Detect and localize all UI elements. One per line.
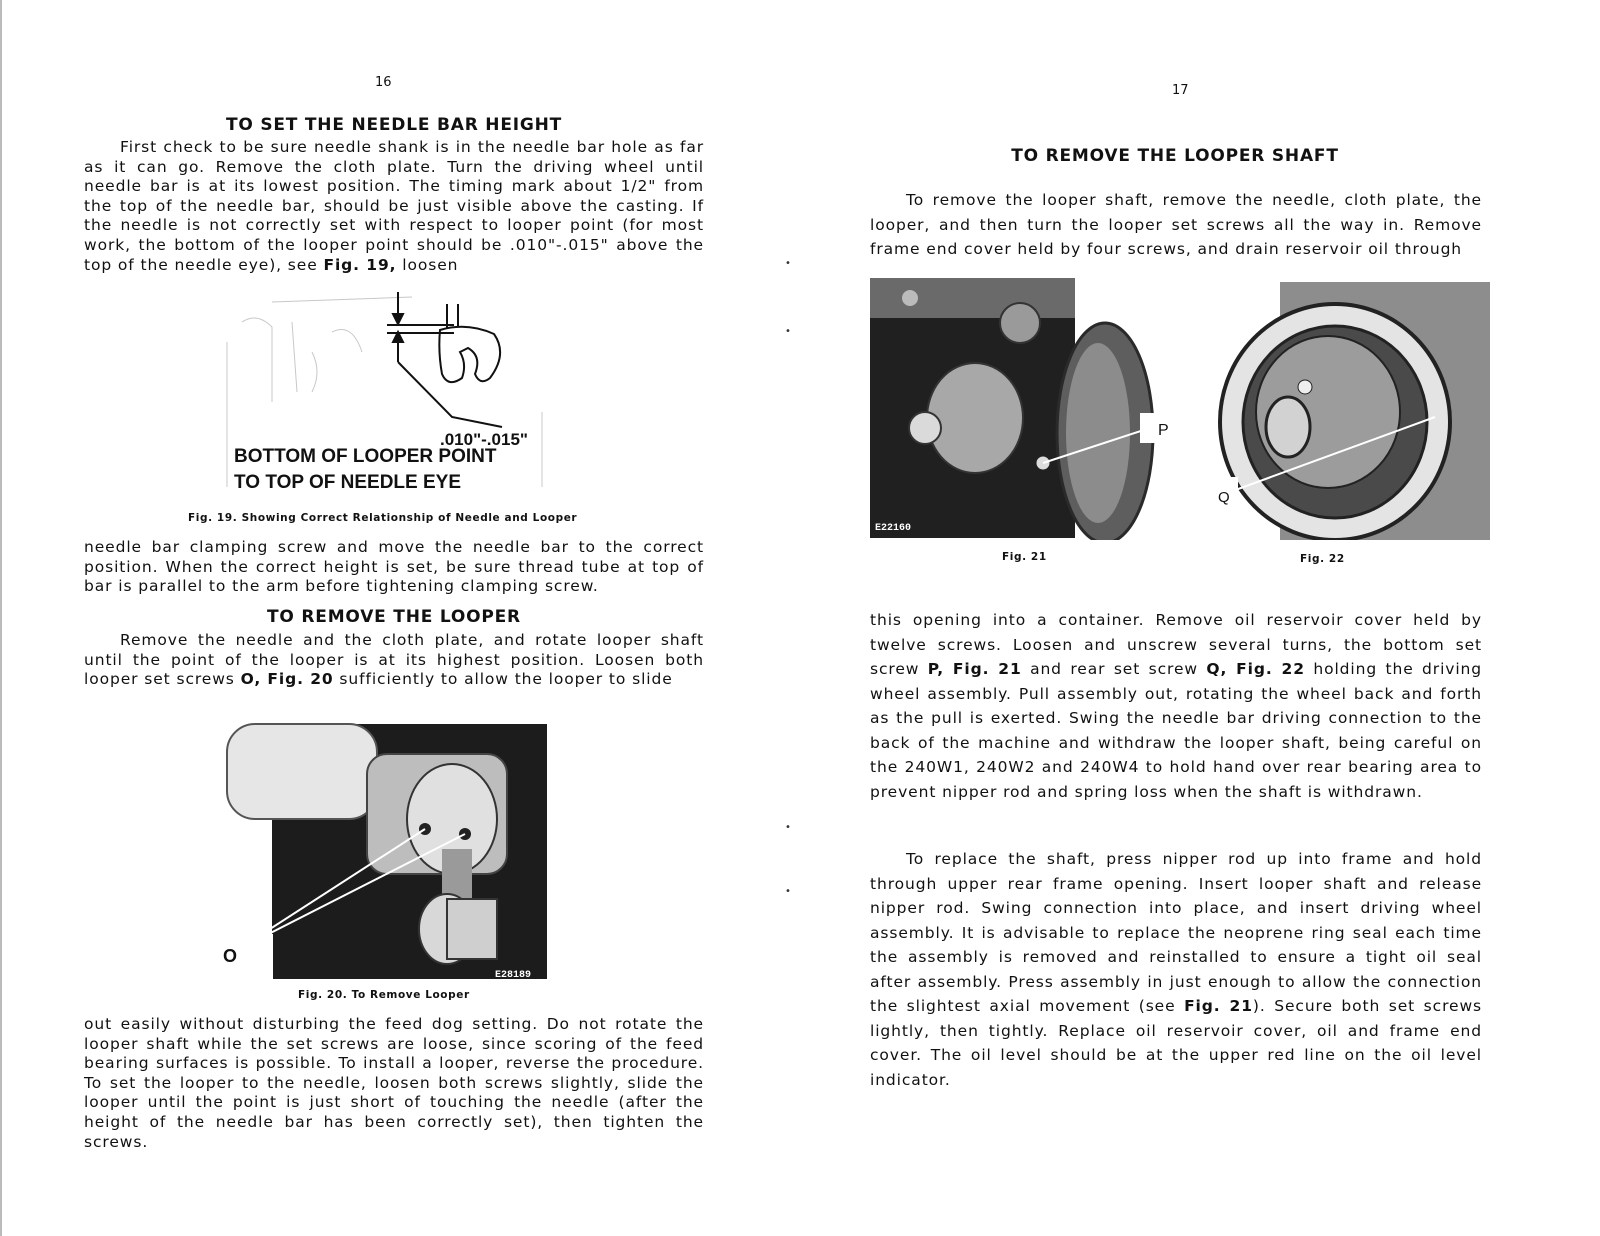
figure-20-photo bbox=[217, 694, 547, 986]
screw-head-icon bbox=[1000, 303, 1040, 343]
binding-dot: • bbox=[785, 326, 791, 337]
figure-19-label-line1: BOTTOM OF LOOPER POINT bbox=[234, 446, 497, 467]
shaft-end-icon bbox=[1266, 397, 1310, 457]
text-run: holding the driving wheel assembly. Pull assembly out, rotating the wheel back and forth as the pull is exerted. Swing the needle bar driving connection to the back of the machine and withdraw the looper shaft, being careful on the 240W1, 240W2 and 240W4 to hold hand over rear bearing area to prevent nipper rod and spring loss when the shaft is withdrawn. bbox=[870, 660, 1483, 801]
figure-19-label-line2: TO TOP OF NEEDLE EYE bbox=[234, 472, 461, 493]
figure-reference: P, Fig. 21 bbox=[927, 660, 1022, 678]
remove-looper-paragraph-1 bbox=[84, 631, 704, 690]
looper-shaft-paragraph-3 bbox=[870, 847, 1482, 1092]
looper-shaft-hub-shape bbox=[927, 363, 1023, 473]
section-heading-looper-shaft: TO REMOVE THE LOOPER SHAFT bbox=[1011, 146, 1339, 166]
binding-dot: • bbox=[785, 886, 791, 897]
section-heading-needle-bar: TO SET THE NEEDLE BAR HEIGHT bbox=[225, 115, 563, 135]
figure-21-photo bbox=[870, 278, 1180, 540]
set-screw-icon bbox=[1298, 380, 1312, 394]
figure-reference: Q, Fig. 22 bbox=[1206, 660, 1305, 678]
screw-head-icon bbox=[902, 290, 918, 306]
text-run: this opening into a container. Remove oil reservoir cover held by twelve screws. Loosen and unscrew several turns, the bottom set screw bbox=[870, 611, 1482, 678]
text-run: First check to be sure needle shank is in the needle bar hole as far as it can go. Remove the cloth plate. Turn the driving wheel until needle bar is at its lowest position. The timing mark about 1/2" from the top of the needle bar, should be just visible above the casting. If the needle is not correctly set with respect to looper point (for most work, the bottom of the looper point should be .010"-.015" above the top of the needle eye), see bbox=[84, 138, 704, 274]
left-page bbox=[0, 0, 792, 1236]
photo-stamp: E28189 bbox=[495, 970, 532, 981]
page-number: 16 bbox=[375, 75, 392, 90]
figure-22-caption: Fig. 22 bbox=[1300, 553, 1345, 565]
remove-looper-paragraph-2: out easily without disturbing the feed dog setting. Do not rotate the looper shaft while the set screws are loose, since scoring of the feed bearing surfaces is possible. To install a looper, reverse the procedure. To set the looper to the needle, loosen both screws slightly, slide the looper until the point is just short of touching the needle (after the height of the needle bar has been correctly set), then tighten the screws. bbox=[84, 1015, 704, 1151]
label-q: Q bbox=[1218, 489, 1230, 506]
nut-icon bbox=[909, 412, 941, 444]
text-run: sufficiently to allow the looper to slide bbox=[333, 670, 673, 689]
figure-22-photo bbox=[1210, 282, 1490, 540]
label-p: P bbox=[1158, 422, 1169, 439]
label-o: O bbox=[223, 946, 238, 966]
text-run: loosen bbox=[396, 255, 459, 274]
needle-bar-paragraph-2: needle bar clamping screw and move the needle bar to the correct position. When the correct height is set, be sure thread tube at top of bar is parallel to the arm before tightening clamping screw. bbox=[84, 538, 704, 596]
roller-body-shape bbox=[447, 899, 497, 959]
text-run: Remove the needle and the cloth plate, and rotate looper shaft until the point of the looper is at its highest position. Loosen both looper set screws bbox=[84, 631, 704, 689]
figure-reference: Fig. 21 bbox=[1184, 997, 1253, 1015]
text-run: ). Secure both set screws lightly, then tightly. Replace oil reservoir cover, oil and frame end cover. The oil level should be at the upper red line on the oil level indicator. bbox=[870, 997, 1482, 1089]
figure-19-caption: Fig. 19. Showing Correct Relationship of Needle and Looper bbox=[188, 512, 578, 524]
figure-20-caption: Fig. 20. To Remove Looper bbox=[298, 989, 470, 1001]
machine-arm-shape bbox=[227, 724, 377, 819]
binding-dot: • bbox=[785, 258, 791, 269]
dimension-label: .010"-.015" bbox=[440, 430, 528, 449]
text-run: To replace the shaft, press nipper rod up into frame and hold through upper rear frame opening. Insert looper shaft and release nipper rod. Swing connection into place, and insert driving wheel assembly. It is advisable to replace the neoprene ring seal each time the assembly is removed and reinstalled to ensure a tight oil seal after assembly. Press assembly in just enough to allow the connection the slightest axial movement (see bbox=[870, 850, 1482, 1015]
binding-dot: • bbox=[785, 822, 791, 833]
text-run: and rear set screw bbox=[1021, 660, 1207, 678]
page-number: 17 bbox=[1172, 83, 1189, 98]
wheel-rim-shape bbox=[1066, 343, 1130, 523]
needle-bar-paragraph-1 bbox=[84, 138, 704, 275]
figure-21-caption: Fig. 21 bbox=[1002, 551, 1047, 563]
section-heading-remove-looper: TO REMOVE THE LOOPER bbox=[267, 607, 521, 627]
photo-stamp: E22160 bbox=[875, 523, 912, 534]
figure-reference: Fig. 19, bbox=[323, 255, 397, 274]
figure-reference: O, Fig. 20 bbox=[240, 670, 334, 689]
frame-top-shape bbox=[870, 278, 1075, 318]
looper-point-icon bbox=[439, 327, 500, 382]
looper-shaft-paragraph-2 bbox=[870, 608, 1482, 804]
right-page bbox=[800, 0, 1600, 1236]
figure-19-diagram bbox=[212, 282, 562, 504]
looper-shaft-paragraph-1: To remove the looper shaft, remove the needle, cloth plate, the looper, and then turn the looper set screws all the way in. Remove frame end cover held by four screws, and drain reservoir oil through bbox=[870, 191, 1482, 258]
